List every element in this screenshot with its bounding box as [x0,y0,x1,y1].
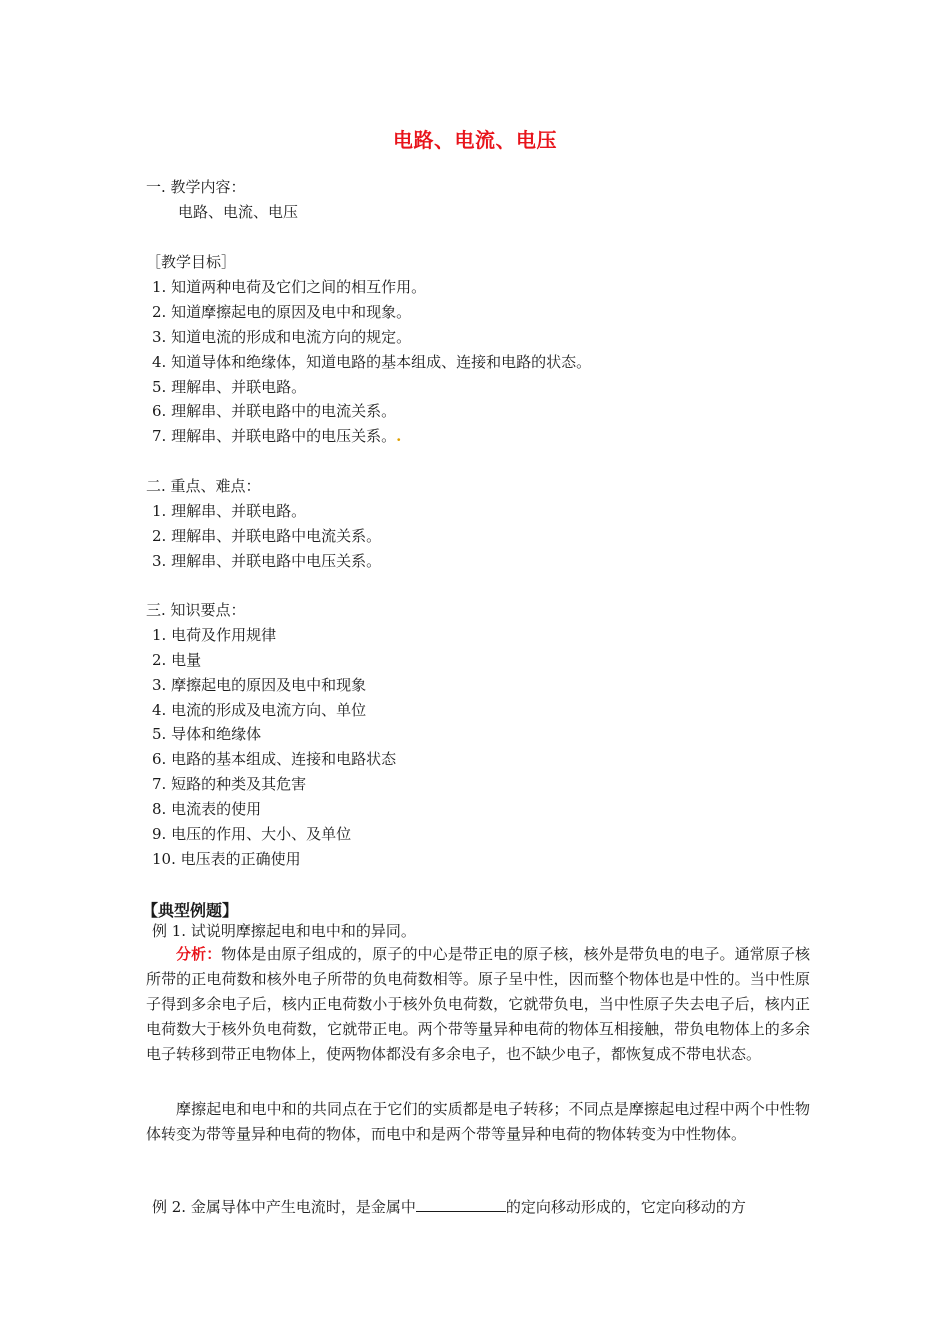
section-2-heading: 二. 重点、难点： [146,477,261,495]
goal-item-last [152,426,401,446]
knowledge-item: 8. 电流表的使用 [152,800,262,818]
knowledge-item: 7. 短路的种类及其危害 [152,775,307,793]
knowledge-item: 6. 电路的基本组成、连接和电路状态 [152,750,397,768]
key-point-item: 3. 理解串、并联电路中电压关系。 [152,552,382,570]
key-point-item: 1. 理解串、并联电路。 [152,502,307,520]
goal-item: 1. 知道两种电荷及它们之间的相互作用。 [152,278,427,296]
knowledge-item: 3. 摩擦起电的原因及电中和现象 [152,676,367,694]
goals-heading: ［教学目标］ [146,253,237,271]
trailing-mark: . [396,427,402,445]
example-2-text-after: 的定向移动形成的，它定向移动的方 [505,1198,746,1216]
example-2-text-before: 例 2. 金属导体中产生电流时，是金属中 [152,1198,416,1216]
example-2-question [152,1197,746,1217]
examples-heading: 【典型例题】 [142,901,239,920]
knowledge-item: 1. 电荷及作用规律 [152,626,277,644]
example-1-question: 例 1. 试说明摩擦起电和电中和的异同。 [152,922,416,940]
example-1-analysis [146,942,810,1067]
knowledge-item: 5. 导体和绝缘体 [152,725,262,743]
analysis-text: 物体是由原子组成的，原子的中心是带正电的原子核，核外是带负电的电子。通常原子核所带的正电荷数和核外电子所带的负电荷数相等。原子呈中性，因而整个物体也是中性的。当中性原子得到多余电子后，核内正电荷数小于核外负电荷数，它就带负电，当中性原子失去电子后，核内正电荷数大于核外负电荷数，它就带正电。两个带等量异种电荷的物体互相接触，带负电物体上的多余电子转移到带正电物体上，使两物体都没有多余电子，也不缺少电子，都恢复成不带电状态。 [146,945,810,1063]
goal-item: 6. 理解串、并联电路中的电流关系。 [152,402,397,420]
knowledge-item: 9. 电压的作用、大小、及单位 [152,825,352,843]
document-title: 电路、电流、电压 [393,128,557,152]
knowledge-item: 10. 电压表的正确使用 [152,850,301,868]
section-1-content: 电路、电流、电压 [178,203,299,221]
knowledge-item: 4. 电流的形成及电流方向、单位 [152,701,367,719]
analysis-label: 分析： [176,945,222,963]
goal-item: 2. 知道摩擦起电的原因及电中和现象。 [152,303,412,321]
goal-item-text: 7. 理解串、并联电路中的电压关系。 [152,427,397,445]
key-point-item: 2. 理解串、并联电路中电流关系。 [152,527,382,545]
section-3-heading: 三. 知识要点： [146,601,246,619]
section-1-heading: 一. 教学内容： [146,178,246,196]
knowledge-item: 2. 电量 [152,651,202,669]
example-1-conclusion: 摩擦起电和电中和的共同点在于它们的实质都是电子转移；不同点是摩擦起电过程中两个中性物体转变为带等量异种电荷的物体，而电中和是两个带等量异种电荷的物体转变为中性物体。 [146,1100,810,1143]
goal-item: 3. 知道电流的形成和电流方向的规定。 [152,328,412,346]
goal-item: 4. 知道导体和绝缘体，知道电路的基本组成、连接和电路的状态。 [152,353,592,371]
goal-item: 5. 理解串、并联电路。 [152,378,307,396]
answer-blank[interactable] [416,1197,506,1212]
